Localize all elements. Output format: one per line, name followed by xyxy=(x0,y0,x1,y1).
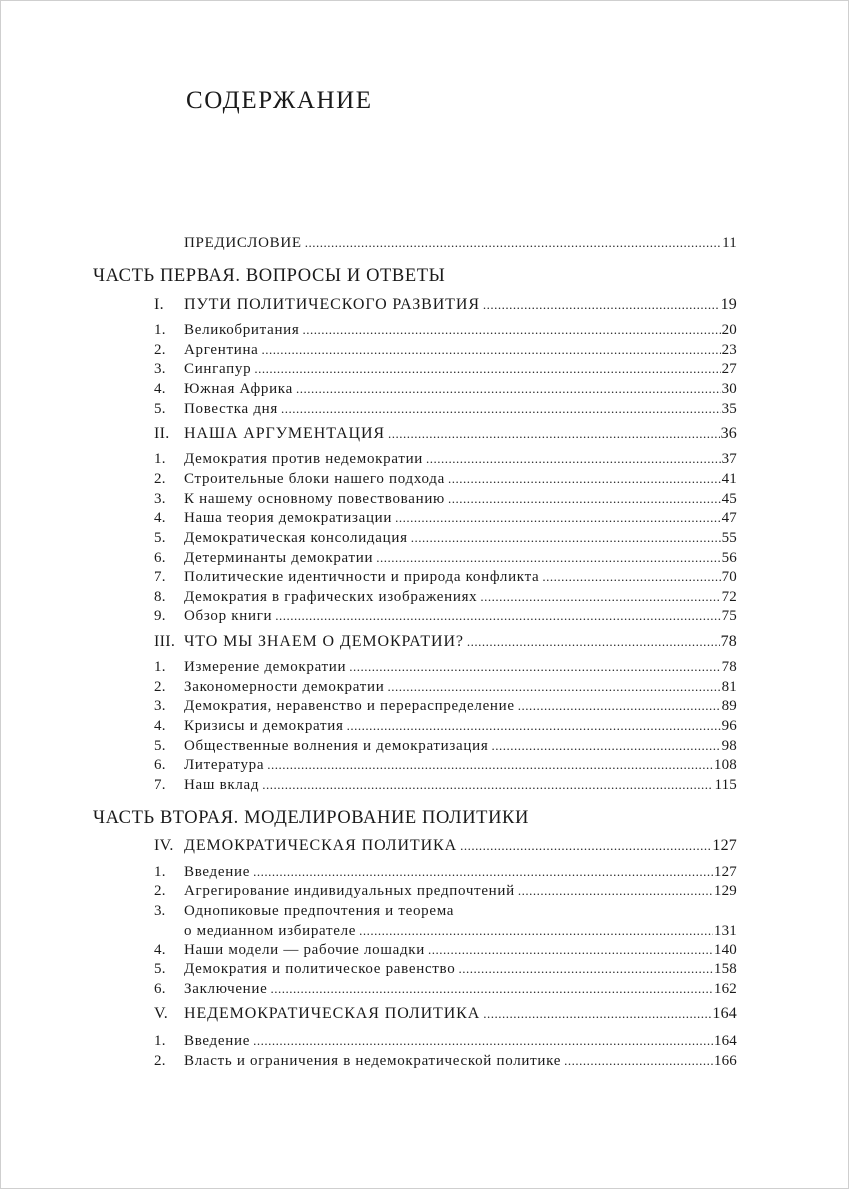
entry-title: Южная Африка xyxy=(184,381,293,397)
toc-entry xyxy=(154,862,737,882)
entry-number: 7. xyxy=(154,777,166,793)
entry-page: 55 xyxy=(721,530,737,546)
dot-leader xyxy=(448,469,721,489)
entry-number: 3. xyxy=(154,491,166,507)
toc-entry xyxy=(154,469,737,489)
dot-leader xyxy=(428,940,713,960)
chapter-title: ДЕМОКРАТИЧЕСКАЯ ПОЛИТИКА xyxy=(184,837,458,854)
entry-title: Сингапур xyxy=(184,361,252,377)
toc-entry xyxy=(154,979,737,999)
entry-page: 129 xyxy=(713,883,737,899)
toc-entry xyxy=(154,508,737,528)
entry-page: 164 xyxy=(713,1033,737,1049)
entry-page: 20 xyxy=(721,322,737,338)
toc-entry xyxy=(154,449,737,469)
entry-page: 98 xyxy=(721,738,737,754)
page-title: СОДЕРЖАНИЕ xyxy=(186,87,373,114)
toc-entry xyxy=(154,379,737,399)
toc-entry xyxy=(154,320,737,340)
entry-number: 6. xyxy=(154,757,166,773)
entry-title-continued: о медианном избирателе xyxy=(184,923,357,939)
dot-leader xyxy=(275,606,720,626)
entry-number: 4. xyxy=(154,942,166,958)
entry-number: 5. xyxy=(154,530,166,546)
toc-entry xyxy=(154,716,737,736)
entry-number: 2. xyxy=(154,1053,166,1069)
dot-leader xyxy=(388,424,720,444)
entry-title: Общественные волнения и демократизация xyxy=(184,738,489,754)
dot-leader xyxy=(460,836,711,856)
entry-number: 8. xyxy=(154,589,166,605)
entry-page: 56 xyxy=(721,550,737,566)
entry-title: Демократия и политическое равенство xyxy=(184,961,456,977)
entry-title: Детерминанты демократии xyxy=(184,550,374,566)
entry-number: 3. xyxy=(154,903,166,919)
toc-entry xyxy=(154,528,737,548)
entry-number: 1. xyxy=(154,322,166,338)
entry-number: 4. xyxy=(154,381,166,397)
dot-leader xyxy=(254,359,720,379)
chapter-title: НЕДЕМОКРАТИЧЕСКАЯ ПОЛИТИКА xyxy=(184,1005,481,1022)
entry-page: 78 xyxy=(721,659,737,675)
dot-leader xyxy=(376,548,720,568)
dot-leader xyxy=(359,921,713,941)
toc-entry xyxy=(154,340,737,360)
toc-chapter-5 xyxy=(154,1004,737,1024)
entry-page: 162 xyxy=(713,981,737,997)
toc-entry xyxy=(154,959,737,979)
entry-page: 35 xyxy=(721,401,737,417)
toc-entry xyxy=(154,677,737,697)
entry-page: 115 xyxy=(714,777,737,793)
entry-number: 1. xyxy=(154,451,166,467)
toc-chapter-2 xyxy=(154,424,737,444)
entry-title: Измерение демократии xyxy=(184,659,347,675)
dot-leader xyxy=(262,340,721,360)
dot-leader xyxy=(483,295,720,315)
entry-title: Кризисы и демократия xyxy=(184,718,344,734)
dot-leader xyxy=(271,979,713,999)
entry-page: 70 xyxy=(721,569,737,585)
chapter-page: 36 xyxy=(720,425,737,442)
entry-number: 1. xyxy=(154,864,166,880)
entry-title: Агрегирование индивидуальных предпочтений xyxy=(184,883,515,899)
chapter-page: 19 xyxy=(720,296,737,313)
entry-number: 9. xyxy=(154,608,166,624)
toc-entry xyxy=(154,940,737,960)
dot-leader xyxy=(480,587,720,607)
entry-title: Демократия против недемократии xyxy=(184,451,424,467)
dot-leader xyxy=(253,1031,713,1051)
entry-page: 166 xyxy=(713,1053,737,1069)
chapter-number: II. xyxy=(154,425,170,442)
chapter-title: ЧТО МЫ ЗНАЕМ О ДЕМОКРАТИИ? xyxy=(184,633,464,650)
entry-page: 23 xyxy=(721,342,737,358)
dot-leader xyxy=(518,696,721,716)
toc-entry xyxy=(154,606,737,626)
toc-entry xyxy=(154,1031,737,1051)
toc-chapter-1 xyxy=(154,295,737,315)
entry-title: Демократическая консолидация xyxy=(184,530,408,546)
entry-page: 37 xyxy=(721,451,737,467)
entry-title: Закономерности демократии xyxy=(184,679,385,695)
entry-number: 5. xyxy=(154,401,166,417)
entry-number: 5. xyxy=(154,738,166,754)
toc-entry xyxy=(154,489,737,509)
entry-title: Литература xyxy=(184,757,265,773)
toc-chapter-3 xyxy=(154,632,737,652)
toc-entry xyxy=(154,736,737,756)
dot-leader xyxy=(347,716,721,736)
dot-leader xyxy=(253,862,713,882)
entry-title: Власть и ограничения в недемократической политике xyxy=(184,1053,562,1069)
entry-number: 3. xyxy=(154,361,166,377)
toc-entry xyxy=(154,567,737,587)
part-heading-1: ЧАСТЬ ПЕРВАЯ. ВОПРОСЫ И ОТВЕТЫ xyxy=(93,266,446,286)
entry-number: 5. xyxy=(154,961,166,977)
entry-title: Демократия, неравенство и перераспределение xyxy=(184,698,515,714)
dot-leader xyxy=(262,775,713,795)
dot-leader xyxy=(305,233,721,253)
dot-leader xyxy=(564,1051,713,1071)
dot-leader xyxy=(483,1004,711,1024)
entry-title: Наша теория демократизации xyxy=(184,510,393,526)
toc-entry xyxy=(154,755,737,775)
toc-entry xyxy=(154,587,737,607)
toc-entry-first-line xyxy=(154,901,454,921)
toc-entry xyxy=(154,359,737,379)
entry-number: 1. xyxy=(154,659,166,675)
entry-title: Однопиковые предпочтения и теорема xyxy=(184,903,455,919)
dot-leader xyxy=(458,959,712,979)
toc-entry xyxy=(154,775,737,795)
entry-page: 140 xyxy=(713,942,737,958)
entry-title: Введение xyxy=(184,1033,251,1049)
entry-number: 7. xyxy=(154,569,166,585)
entry-page: 127 xyxy=(713,864,737,880)
dot-leader xyxy=(491,736,720,756)
toc-entry-continuation xyxy=(154,921,737,941)
entry-number: 4. xyxy=(154,510,166,526)
entry-page: 96 xyxy=(721,718,737,734)
entry-number: 4. xyxy=(154,718,166,734)
entry-page: 75 xyxy=(721,608,737,624)
dot-leader xyxy=(281,399,721,419)
entry-page: 89 xyxy=(721,698,737,714)
toc-entry xyxy=(154,548,737,568)
toc-entry xyxy=(154,696,737,716)
entry-title: К нашему основному повествованию xyxy=(184,491,445,507)
entry-page: 108 xyxy=(713,757,737,773)
toc-entry xyxy=(154,881,737,901)
chapter-page: 127 xyxy=(712,837,737,854)
entry-page: 30 xyxy=(721,381,737,397)
dot-leader xyxy=(542,567,720,587)
entry-number: 6. xyxy=(154,550,166,566)
entry-page: 81 xyxy=(721,679,737,695)
chapter-page: 164 xyxy=(712,1005,737,1022)
entry-page: 27 xyxy=(721,361,737,377)
dot-leader xyxy=(426,449,721,469)
entry-title: Обзор книги xyxy=(184,608,273,624)
chapter-title: ПУТИ ПОЛИТИЧЕСКОГО РАЗВИТИЯ xyxy=(184,296,480,313)
entry-title: Аргентина xyxy=(184,342,259,358)
entry-page: 11 xyxy=(722,235,737,251)
dot-leader xyxy=(518,881,713,901)
chapter-number: V. xyxy=(154,1005,169,1022)
entry-title: Заключение xyxy=(184,981,268,997)
entry-page: 131 xyxy=(713,923,737,939)
chapter-number: III. xyxy=(154,633,176,650)
entry-page: 41 xyxy=(721,471,737,487)
entry-page: 158 xyxy=(713,961,737,977)
entry-title: Введение xyxy=(184,864,251,880)
dot-leader xyxy=(267,755,713,775)
entry-title: ПРЕДИСЛОВИЕ xyxy=(184,235,302,251)
toc-chapter-4 xyxy=(154,836,737,856)
dot-leader xyxy=(411,528,721,548)
entry-number: 2. xyxy=(154,471,166,487)
entry-title: Строительные блоки нашего подхода xyxy=(184,471,445,487)
entry-number: 3. xyxy=(154,698,166,714)
dot-leader xyxy=(296,379,721,399)
chapter-number: IV. xyxy=(154,837,174,854)
part-heading-2: ЧАСТЬ ВТОРАЯ. МОДЕЛИРОВАНИЕ ПОЛИТИКИ xyxy=(93,808,529,828)
toc-entry xyxy=(154,1051,737,1071)
entry-number: 6. xyxy=(154,981,166,997)
chapter-title: НАША АРГУМЕНТАЦИЯ xyxy=(184,425,386,442)
entry-title: Повестка дня xyxy=(184,401,278,417)
entry-title: Наш вклад xyxy=(184,777,260,793)
toc-entry-preface xyxy=(154,233,737,253)
dot-leader xyxy=(303,320,721,340)
entry-title: Политические идентичности и природа конфликта xyxy=(184,569,540,585)
dot-leader xyxy=(349,657,720,677)
dot-leader xyxy=(467,632,720,652)
dot-leader xyxy=(395,508,720,528)
toc-entry xyxy=(154,399,737,419)
toc-entry xyxy=(154,657,737,677)
entry-number: 2. xyxy=(154,883,166,899)
entry-number: 2. xyxy=(154,679,166,695)
entry-number: 1. xyxy=(154,1033,166,1049)
entry-number: 2. xyxy=(154,342,166,358)
entry-page: 45 xyxy=(721,491,737,507)
entry-page: 47 xyxy=(721,510,737,526)
chapter-number: I. xyxy=(154,296,164,313)
dot-leader xyxy=(448,489,721,509)
entry-title: Великобритания xyxy=(184,322,300,338)
entry-page: 72 xyxy=(721,589,737,605)
entry-title: Наши модели — рабочие лошадки xyxy=(184,942,426,958)
dot-leader xyxy=(387,677,720,697)
chapter-page: 78 xyxy=(720,633,737,650)
entry-title: Демократия в графических изображениях xyxy=(184,589,478,605)
